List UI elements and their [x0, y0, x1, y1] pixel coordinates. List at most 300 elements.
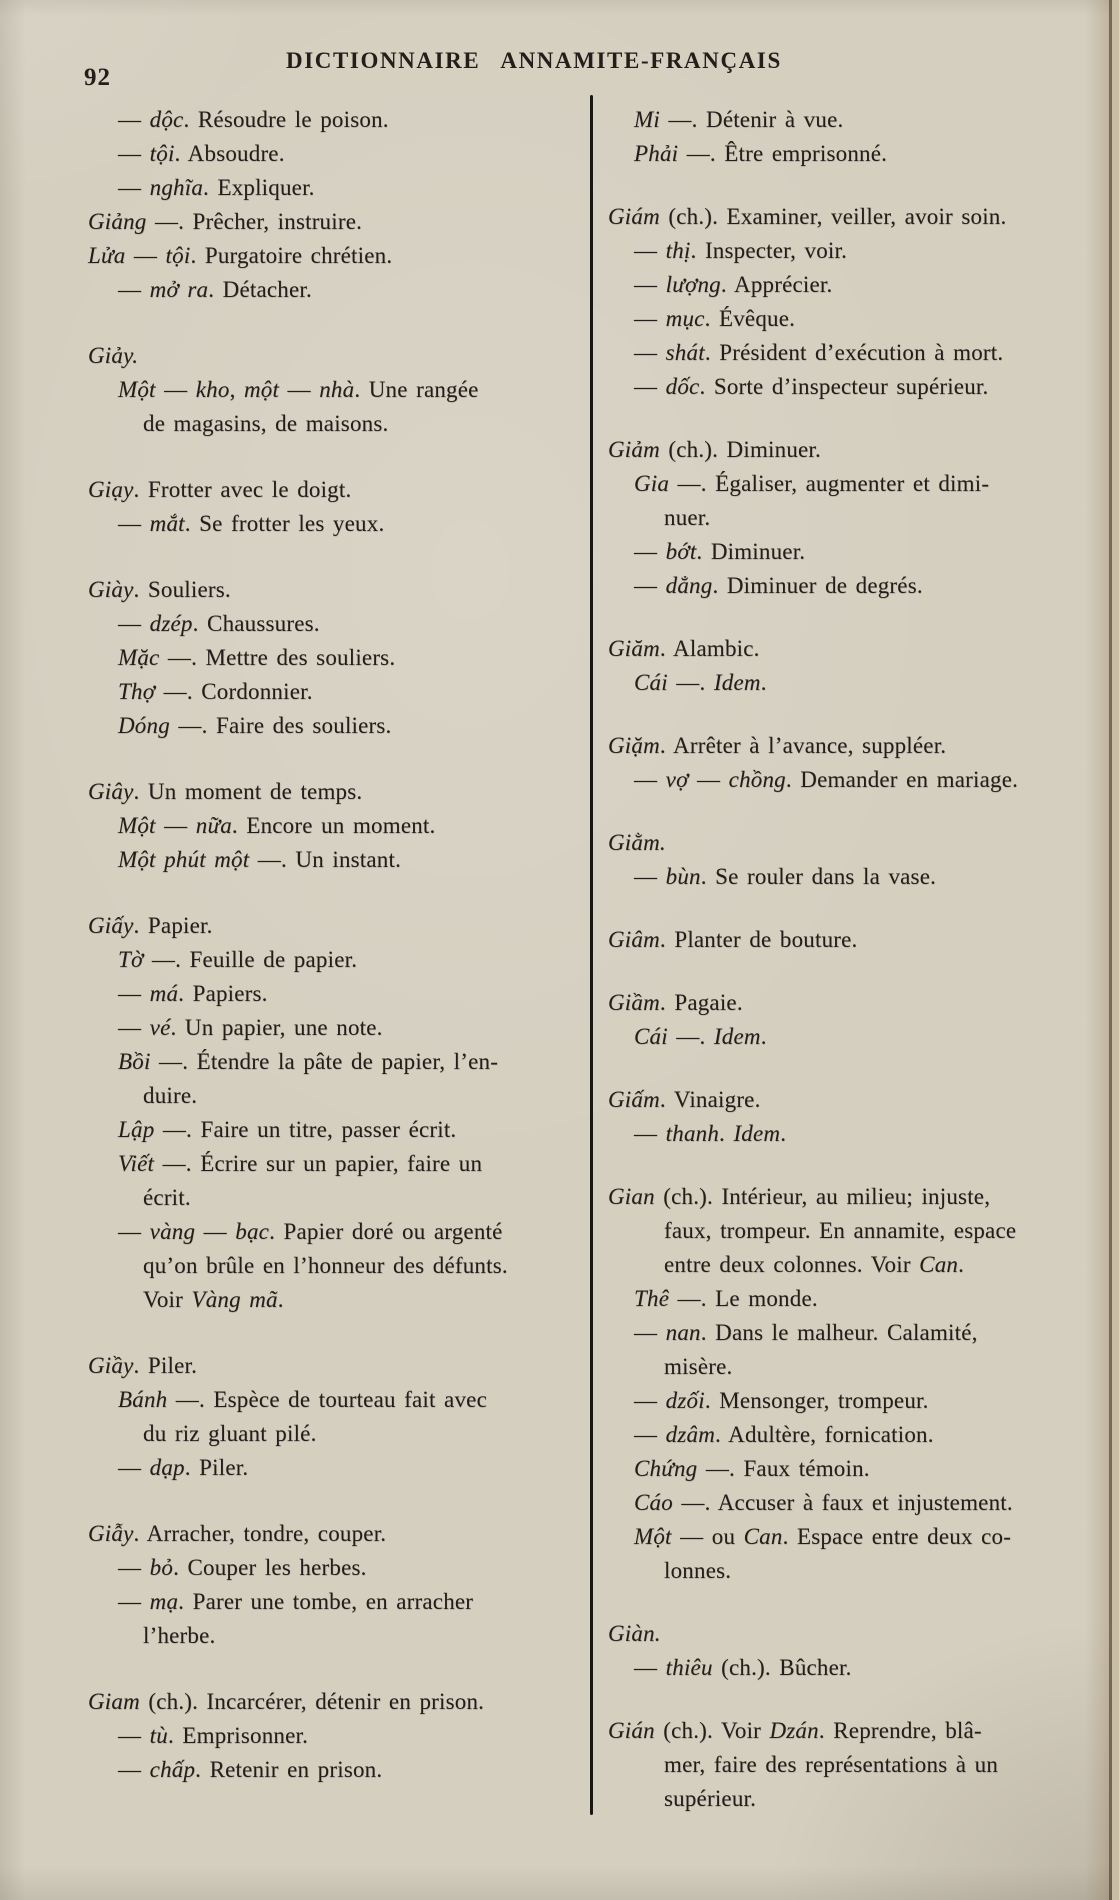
text-segment: du riz gluant pilé.	[143, 1421, 317, 1446]
entry-line	[118, 1383, 558, 1417]
entry-line	[88, 573, 558, 607]
text-segment: . Diminuer.	[696, 539, 806, 564]
entry-block	[608, 433, 1108, 603]
entry-line	[664, 1748, 1108, 1782]
text-segment: .	[760, 1024, 767, 1049]
entry-line	[608, 433, 1108, 467]
text-segment: Giảy.	[88, 343, 139, 368]
text-segment: . Évêque.	[704, 306, 796, 331]
text-segment: dẳng	[665, 573, 713, 598]
text-segment: . Arracher, tondre, couper.	[133, 1521, 387, 1546]
entry-line	[88, 1685, 558, 1719]
entry-line	[634, 1486, 1108, 1520]
entry-line	[608, 200, 1108, 234]
text-segment: Giăm	[608, 636, 660, 661]
text-segment: (ch.). Voir	[654, 1718, 770, 1743]
entry-line	[664, 1214, 1108, 1248]
entry-block	[88, 1517, 558, 1653]
text-segment: .	[958, 1252, 965, 1277]
text-segment: —. Cordonnier.	[155, 679, 313, 704]
text-segment: Viết	[118, 1151, 155, 1176]
entry-line	[118, 1147, 558, 1181]
text-segment: . Un papier, une note.	[170, 1015, 383, 1040]
text-segment: —	[118, 1723, 150, 1748]
text-segment: Giày	[88, 577, 134, 602]
entry-block	[608, 1180, 1108, 1588]
entry-line	[634, 302, 1108, 336]
entry-block	[88, 473, 558, 541]
text-segment: Giám	[608, 204, 660, 229]
entry-line	[634, 268, 1108, 302]
text-segment: Lập	[118, 1117, 155, 1142]
entry-line	[634, 1282, 1108, 1316]
entry-line	[118, 1551, 558, 1585]
entry-line	[118, 1011, 558, 1045]
entry-block	[608, 1083, 1108, 1151]
text-segment: dộc	[149, 107, 184, 132]
text-segment: nữa	[195, 813, 232, 838]
text-segment: Giảm	[608, 437, 660, 462]
text-segment: dzâm	[665, 1422, 716, 1447]
entry-line	[88, 1517, 558, 1551]
text-segment: dạp	[149, 1455, 185, 1480]
entry-block	[608, 1714, 1108, 1816]
text-segment: Cái	[634, 670, 668, 695]
text-segment: —.	[667, 670, 714, 695]
text-segment: . Encore un moment.	[231, 813, 436, 838]
right-column	[608, 103, 1108, 1845]
text-segment: Vàng mã	[191, 1287, 278, 1312]
text-segment: nghĩa	[149, 175, 204, 200]
text-segment: Cái	[634, 1024, 668, 1049]
text-segment: —	[118, 141, 150, 166]
entry-line	[118, 641, 558, 675]
text-segment: de magasins, de maisons.	[143, 411, 389, 436]
text-segment: Thợ	[118, 679, 156, 704]
entry-line	[634, 666, 1108, 700]
entry-line	[143, 1181, 558, 1215]
text-segment: bớt	[665, 539, 697, 564]
text-segment: Giâm	[608, 927, 660, 952]
entry-block	[608, 923, 1108, 957]
text-segment: . Papiers.	[178, 981, 268, 1006]
text-segment: —	[118, 1757, 150, 1782]
text-segment: ,	[229, 377, 244, 402]
text-segment: . Se rouler dans la vase.	[700, 864, 937, 889]
text-segment: —. Mettre des souliers.	[159, 645, 396, 670]
entry-line	[634, 1520, 1108, 1554]
text-segment: —. Le monde.	[669, 1286, 818, 1311]
entry-line	[88, 339, 558, 373]
entry-line	[118, 1215, 558, 1249]
entry-line	[634, 1316, 1108, 1350]
text-segment: mer, faire des représentations à un	[664, 1752, 999, 1777]
entry-block	[608, 1617, 1108, 1685]
text-segment: vé	[149, 1015, 171, 1040]
text-segment: Idem	[713, 670, 761, 695]
text-segment: shát	[665, 340, 705, 365]
entry-line	[143, 407, 558, 441]
text-segment: vàng	[149, 1219, 196, 1244]
text-segment: . Retenir en prison.	[195, 1757, 383, 1782]
text-segment: . Vinaigre.	[659, 1087, 761, 1112]
entry-line	[634, 535, 1108, 569]
entry-line	[118, 843, 558, 877]
text-segment: —. Étendre la pâte de papier, l’en-	[150, 1049, 499, 1074]
text-segment: —. Faire un titre, passer écrit.	[154, 1117, 457, 1142]
entry-line	[608, 923, 1108, 957]
text-segment: . Purgatoire chrétien.	[190, 243, 393, 268]
text-segment: (ch.). Intérieur, au milieu; injuste,	[654, 1184, 991, 1209]
text-segment: tội	[165, 243, 191, 268]
text-segment: một	[243, 377, 280, 402]
text-segment: Gia	[634, 471, 670, 496]
entry-line	[634, 860, 1108, 894]
text-segment: Giam	[88, 1689, 140, 1714]
text-segment: Giấm	[608, 1087, 660, 1112]
entry-line	[118, 607, 558, 641]
text-segment: . Arrêter à l’avance, suppléer.	[659, 733, 947, 758]
text-segment: . Mensonger, trompeur.	[704, 1388, 929, 1413]
text-segment: supérieur.	[664, 1786, 757, 1811]
entry-line	[608, 1617, 1108, 1651]
text-segment: —	[634, 1121, 666, 1146]
text-segment: . Détacher.	[208, 277, 312, 302]
entry-line	[608, 632, 1108, 666]
text-segment: thị	[665, 238, 691, 263]
text-segment: . Un moment de temps.	[133, 779, 363, 804]
text-segment: l’herbe.	[143, 1623, 216, 1648]
text-segment: Thê	[634, 1286, 670, 1311]
text-segment: —. Feuille de papier.	[143, 947, 358, 972]
entry-block	[88, 103, 558, 307]
text-segment: Can	[919, 1252, 959, 1277]
entry-line	[118, 1585, 558, 1619]
text-segment: faux, trompeur. En annamite, espace	[664, 1218, 1017, 1243]
text-segment: .	[760, 670, 767, 695]
text-segment: . Inspecter, voir.	[690, 238, 848, 263]
column-divider	[590, 95, 593, 1815]
text-segment: . Chaussures.	[192, 611, 320, 636]
text-segment: . Résoudre le poison.	[183, 107, 389, 132]
entry-line	[608, 729, 1108, 763]
entry-line	[88, 205, 558, 239]
text-segment: —	[634, 539, 666, 564]
text-segment: mục	[665, 306, 705, 331]
text-segment: tù	[149, 1723, 168, 1748]
page-number: 92	[84, 64, 111, 91]
text-segment: —	[118, 611, 150, 636]
text-segment: .	[277, 1287, 284, 1312]
entry-line	[608, 1714, 1108, 1748]
text-segment: . Demander en mariage.	[785, 767, 1019, 792]
text-segment: . Papier.	[133, 913, 213, 938]
text-segment: Giầm	[608, 990, 660, 1015]
entry-line	[634, 467, 1108, 501]
text-segment: Tờ	[118, 947, 144, 972]
text-segment: —	[688, 767, 729, 792]
entry-line	[634, 370, 1108, 404]
text-segment: —	[118, 175, 150, 200]
text-segment: Giầy	[88, 1353, 134, 1378]
text-segment: —	[634, 1320, 666, 1345]
entry-line	[634, 1117, 1108, 1151]
text-segment: Dóng	[118, 713, 170, 738]
text-segment: . Parer une tombe, en arracher	[178, 1589, 474, 1614]
entry-block	[88, 909, 558, 1317]
text-segment: —	[634, 374, 666, 399]
entry-line	[634, 1384, 1108, 1418]
text-segment: .	[719, 1121, 734, 1146]
text-segment: Giạy	[88, 477, 134, 502]
entry-block	[88, 775, 558, 877]
text-segment: —	[155, 377, 196, 402]
text-segment: Một	[634, 1524, 672, 1549]
text-segment: —	[634, 306, 666, 331]
text-segment: Một	[118, 377, 156, 402]
entry-line	[634, 1418, 1108, 1452]
entry-line	[118, 977, 558, 1011]
text-segment: . Absoudre.	[174, 141, 285, 166]
text-segment: (ch.). Incarcérer, détenir en prison.	[139, 1689, 485, 1714]
entry-line	[634, 763, 1108, 797]
text-segment: . Piler.	[184, 1455, 249, 1480]
text-segment: Một	[118, 813, 156, 838]
text-segment: Voir	[143, 1287, 192, 1312]
text-segment: Idem	[733, 1121, 781, 1146]
text-segment: Gián	[608, 1718, 655, 1743]
entry-block	[608, 632, 1108, 700]
text-segment: duire.	[143, 1083, 198, 1108]
left-column	[88, 103, 558, 1819]
text-segment: . Expliquer.	[203, 175, 315, 200]
text-segment: Chứng	[634, 1456, 698, 1481]
entry-line	[118, 373, 558, 407]
entry-line	[143, 1079, 558, 1113]
entry-line	[118, 1451, 558, 1485]
entry-line	[664, 1782, 1108, 1816]
text-segment: Giây	[88, 779, 134, 804]
text-segment: Phải	[634, 141, 679, 166]
text-segment: bùn	[665, 864, 701, 889]
entry-line	[118, 507, 558, 541]
text-segment: écrit.	[143, 1185, 191, 1210]
text-segment: Giàn.	[608, 1621, 661, 1646]
text-segment: —	[634, 864, 666, 889]
text-segment: Giấy	[88, 913, 134, 938]
text-segment: Mi	[634, 107, 660, 132]
entry-line	[118, 709, 558, 743]
text-segment: Giảng	[88, 209, 147, 234]
text-segment: dzối	[665, 1388, 705, 1413]
text-segment: Mặc	[118, 645, 160, 670]
text-segment: —. Prêcher, instruire.	[146, 209, 363, 234]
entry-line	[143, 1619, 558, 1653]
text-segment: vợ	[665, 767, 689, 792]
entry-line	[118, 1113, 558, 1147]
text-segment: —	[634, 1422, 666, 1447]
entry-line	[118, 943, 558, 977]
entry-line	[608, 1180, 1108, 1214]
text-segment: Giằm.	[608, 830, 666, 855]
text-segment: lượng	[665, 272, 721, 297]
text-segment: . Emprisonner.	[167, 1723, 309, 1748]
text-segment: . Président d’exécution à mort.	[704, 340, 1004, 365]
text-segment: thiêu	[665, 1655, 713, 1680]
entry-block	[88, 339, 558, 441]
entry-line	[118, 137, 558, 171]
next-page-edge	[1112, 0, 1119, 1900]
page-title: DICTIONNAIRE ANNAMITE-FRANÇAIS	[286, 48, 782, 73]
text-segment: —	[634, 1655, 666, 1680]
text-segment: entre deux colonnes. Voir	[664, 1252, 920, 1277]
entry-line	[88, 909, 558, 943]
text-segment: . Papier doré ou argenté	[269, 1219, 503, 1244]
text-segment: —. Accuser à faux et injustement.	[672, 1490, 1013, 1515]
text-segment: dzép	[149, 611, 193, 636]
text-segment: —	[279, 377, 320, 402]
text-segment: thanh	[665, 1121, 720, 1146]
entry-line	[118, 1719, 558, 1753]
text-segment: —. Espèce de tourteau fait avec	[167, 1387, 487, 1412]
entry-line	[118, 1045, 558, 1079]
entry-line	[634, 137, 1108, 171]
entry-line	[88, 473, 558, 507]
text-segment: —	[118, 1589, 150, 1614]
text-segment: . Frotter avec le doigt.	[133, 477, 352, 502]
entry-line	[118, 273, 558, 307]
text-segment: nuer.	[664, 505, 711, 530]
text-segment: —. Un instant.	[249, 847, 402, 872]
entry-line	[634, 1651, 1108, 1685]
entry-block	[88, 573, 558, 743]
text-segment: —	[195, 1219, 236, 1244]
text-segment: . Diminuer de degrés.	[712, 573, 923, 598]
text-segment: .	[780, 1121, 787, 1146]
text-segment: —. Faire des souliers.	[169, 713, 392, 738]
text-segment: nhà	[319, 377, 355, 402]
text-segment: chấp	[149, 1757, 196, 1782]
text-segment: —	[634, 238, 666, 263]
text-segment: —. Être emprisonné.	[678, 141, 888, 166]
text-segment: (ch.). Bûcher.	[712, 1655, 852, 1680]
text-segment: . Couper les herbes.	[173, 1555, 367, 1580]
text-segment: bạc	[235, 1219, 270, 1244]
text-segment: . Planter de bouture.	[659, 927, 858, 952]
text-segment: mở ra	[149, 277, 209, 302]
text-segment: má	[149, 981, 179, 1006]
text-segment: Giẫy	[88, 1521, 134, 1546]
text-segment: . Pagaie.	[659, 990, 743, 1015]
text-segment: . Se frotter les yeux.	[184, 511, 385, 536]
text-segment: —	[125, 243, 166, 268]
entry-line	[118, 809, 558, 843]
entry-line	[634, 103, 1108, 137]
text-segment: —	[634, 340, 666, 365]
entry-block	[608, 200, 1108, 404]
entry-line	[88, 239, 558, 273]
text-segment: Bánh	[118, 1387, 168, 1412]
text-segment: —	[118, 1015, 150, 1040]
text-segment: Một phút một	[118, 847, 250, 872]
text-segment: (ch.). Diminuer.	[659, 437, 821, 462]
text-segment: dốc	[665, 374, 700, 399]
text-segment: qu’on brûle en l’honneur des défunts.	[143, 1253, 508, 1278]
entry-block	[608, 826, 1108, 894]
text-segment: . Sorte d’inspecteur supérieur.	[699, 374, 989, 399]
text-segment: — ou	[671, 1524, 744, 1549]
entry-line	[608, 986, 1108, 1020]
text-segment: kho	[195, 377, 230, 402]
text-segment: —	[634, 272, 666, 297]
entry-line	[143, 1417, 558, 1451]
entry-line	[664, 501, 1108, 535]
text-segment: —	[118, 511, 150, 536]
text-segment: Idem	[713, 1024, 761, 1049]
text-segment: (ch.). Examiner, veiller, avoir soin.	[659, 204, 1007, 229]
text-segment: . Piler.	[133, 1353, 198, 1378]
text-segment: —	[634, 573, 666, 598]
text-segment: lonnes.	[664, 1558, 732, 1583]
text-segment: —	[118, 1555, 150, 1580]
entry-line	[608, 1083, 1108, 1117]
text-segment: —	[118, 107, 150, 132]
text-segment: Cáo	[634, 1490, 673, 1515]
entry-line	[664, 1350, 1108, 1384]
text-segment: —	[634, 1388, 666, 1413]
entry-line	[634, 1020, 1108, 1054]
text-segment: mắt	[149, 511, 185, 536]
text-segment: —	[155, 813, 196, 838]
text-segment: . Dans le malheur. Calamité,	[700, 1320, 978, 1345]
entry-line	[634, 234, 1108, 268]
text-segment: nan	[665, 1320, 701, 1345]
text-segment: Dzán	[769, 1718, 819, 1743]
text-segment: Giặm	[608, 733, 660, 758]
text-segment: Bồi	[118, 1049, 151, 1074]
text-segment: bỏ	[149, 1555, 174, 1580]
entry-line	[118, 1753, 558, 1787]
entry-line	[608, 826, 1108, 860]
text-segment: —	[634, 767, 666, 792]
text-segment: . Souliers.	[133, 577, 231, 602]
text-segment: . Alambic.	[659, 636, 760, 661]
text-segment: —	[118, 981, 150, 1006]
text-segment: —	[118, 277, 150, 302]
entry-line	[143, 1283, 558, 1317]
entry-line	[634, 569, 1108, 603]
entry-block	[88, 1349, 558, 1485]
text-segment: —. Détenir à vue.	[659, 107, 844, 132]
text-segment: tội	[149, 141, 175, 166]
text-segment: . Espace entre deux co-	[782, 1524, 1012, 1549]
text-segment: chồng	[728, 767, 786, 792]
text-segment: —.	[667, 1024, 714, 1049]
entry-block	[608, 103, 1108, 171]
entry-line	[634, 336, 1108, 370]
entry-line	[118, 675, 558, 709]
entry-line	[88, 1349, 558, 1383]
text-segment: misère.	[664, 1354, 733, 1379]
entry-line	[88, 775, 558, 809]
text-segment: Can	[743, 1524, 783, 1549]
entry-line	[664, 1554, 1108, 1588]
text-segment: —	[118, 1455, 150, 1480]
text-segment: —. Égaliser, augmenter et dimi-	[669, 471, 990, 496]
text-segment: —. Faux témoin.	[697, 1456, 870, 1481]
entry-block	[608, 986, 1108, 1054]
text-segment: Gian	[608, 1184, 655, 1209]
